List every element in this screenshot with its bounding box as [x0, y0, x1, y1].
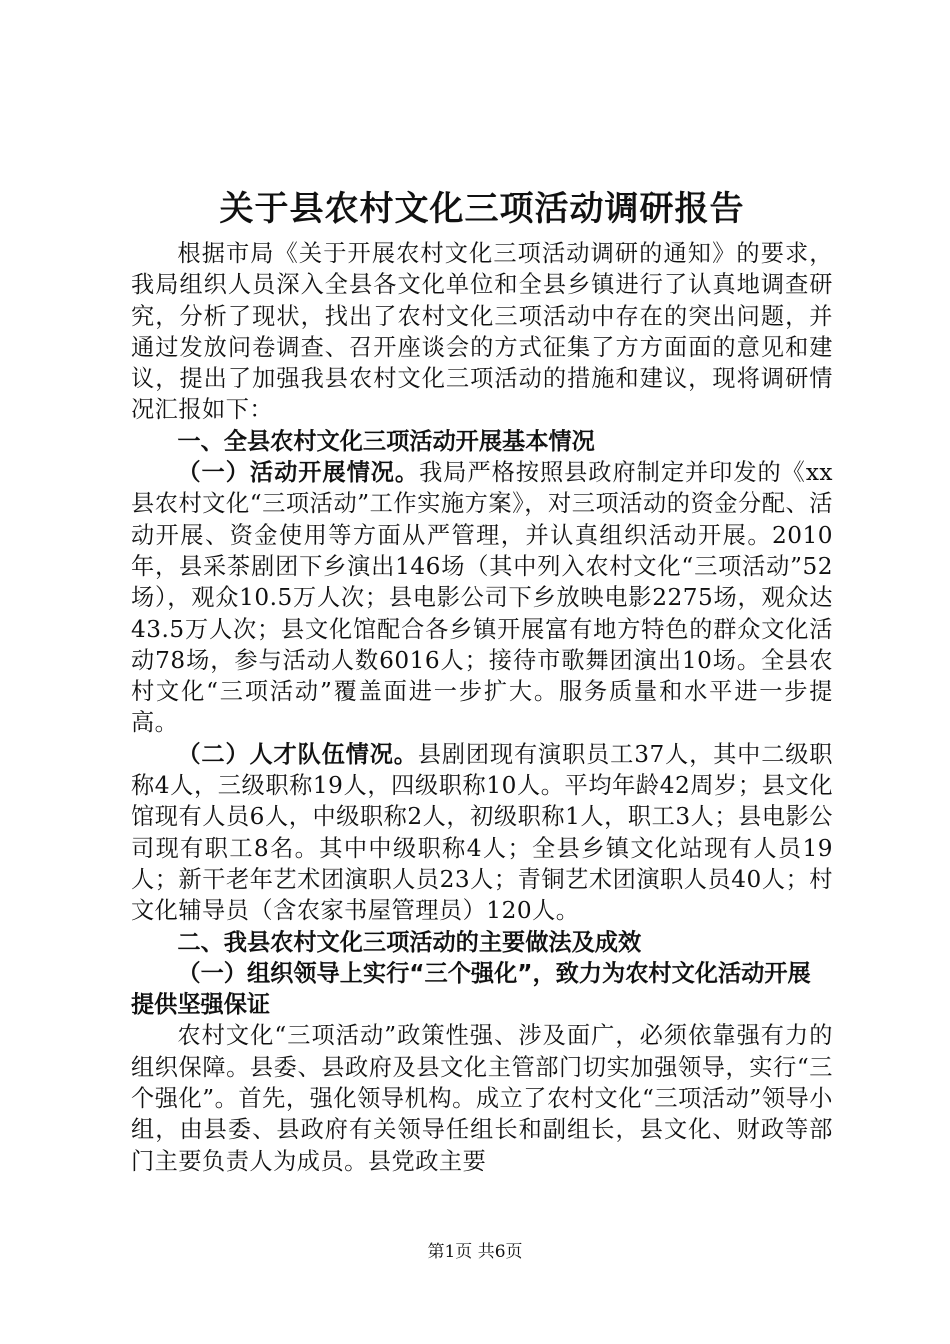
section-2-paragraph-1: 农村文化“三项活动”政策性强、涉及面广，必须依靠强有力的组织保障。县委、县政府及县文化主管部门切实加强领导，实行“三个强化”。首先，强化领导机构。成立了农村文化“三项活动”领导小组，由县委、县政府有关领导任组长和副组长，县文化、财政等部门主要负责人为成员。县党政主要 — [131, 1022, 833, 1175]
document-title: 关于县农村文化三项活动调研报告 — [219, 189, 745, 229]
paragraph-lead: （一）活动开展情况。 — [177, 459, 420, 487]
section-2-subheading-1: （一）组织领导上实行“三个强化”，致力为农村文化活动开展提供坚强保证 — [131, 959, 811, 1019]
section-1-paragraph-1 — [131, 457, 833, 739]
paragraph-lead: （二）人才队伍情况。 — [177, 740, 418, 768]
paragraph-text: 我局严格按照县政府制定并印发的《xx县农村文化“三项活动”工作实施方案》，对三项活动的资金分配、活动开展、资金使用等方面从严管理，并认真组织活动开展。2010年，县采茶剧团下乡演出146场（其中列入农村文化“三项活动”52场），观众10.5万人次；县电影公司下乡放映电影2275场，观众达43.5万人次；县文化馆配合各乡镇开展富有地方特色的群众文化活动78场，参与活动人数6016人；接待市歌舞团演出10场。全县农村文化“三项活动”覆盖面进一步扩大。服务质量和水平进一步提高。 — [131, 459, 834, 737]
section-1-heading: 一、全县农村文化三项活动开展基本情况 — [177, 427, 595, 455]
page-footer: 第1页 共6页 — [427, 1242, 523, 1262]
paragraph-text: 县剧团现有演职员工37人，其中二级职称4人，三级职称19人，四级职称10人。平均年龄42周岁；县文化馆现有人员6人，中级职称2人，初级职称1人，职工3人；县电影公司现有职工8名。其中中级职称4人；全县乡镇文化站现有人员19人；新干老年艺术团演职人员23人；青铜艺术团演职人员40人；村文化辅导员（含农家书屋管理员）120人。 — [131, 740, 833, 925]
document-page — [131, 180, 833, 1177]
section-2-heading: 二、我县农村文化三项活动的主要做法及成效 — [177, 928, 642, 956]
section-1-paragraph-2 — [131, 739, 833, 927]
intro-paragraph: 根据市局《关于开展农村文化三项活动调研的通知》的要求，我局组织人员深入全县各文化单位和全县乡镇进行了认真地调查研究，分析了现状，找出了农村文化三项活动中存在的突出问题，并通过发放问卷调查、召开座谈会的方式征集了方方面面的意见和建议，提出了加强我县农村文化三项活动的措施和建议，现将调研情况汇报如下： — [131, 240, 833, 424]
